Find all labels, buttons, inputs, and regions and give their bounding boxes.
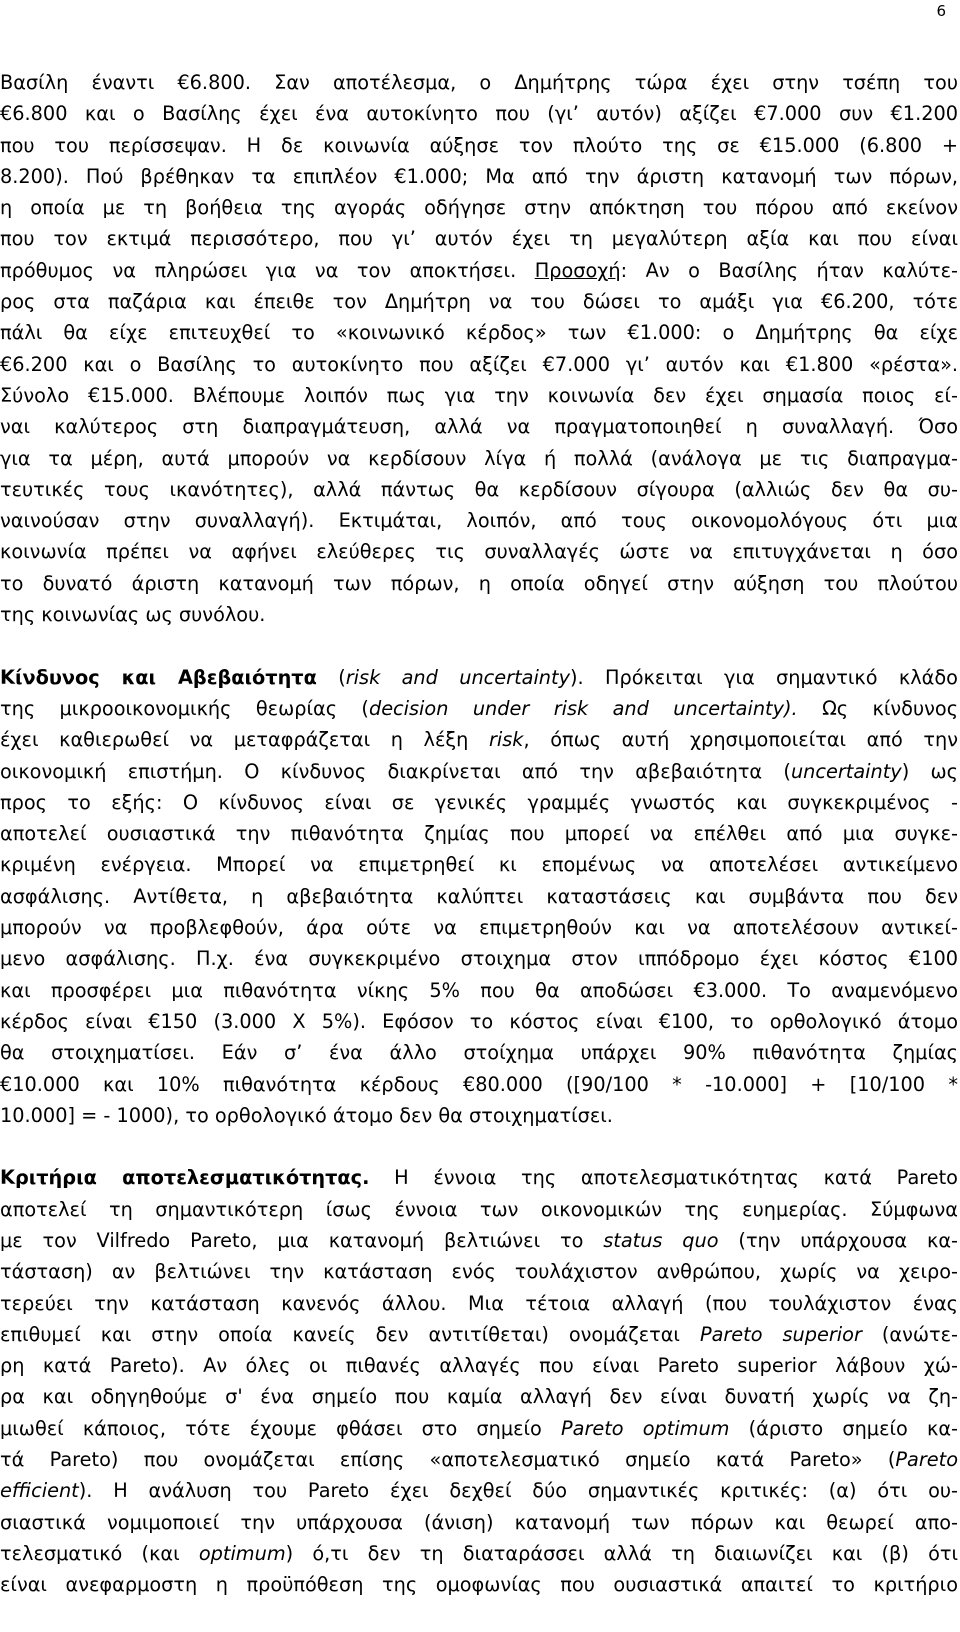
text-run: (ανώτε-	[861, 1322, 958, 1346]
text-line: που του περίσσεψαν. Η δε κοινωνία αύξησε τον πλούτο της σε €15.000 (6.800 +	[0, 133, 958, 157]
text-run: risk and uncertainty	[345, 665, 570, 689]
text-line: και προσφέρει μια πιθανότητα νίκης 5% που θα αποδώσει €3.000. Το αναμενόμενο	[0, 978, 958, 1002]
page-number: 6	[936, 2, 946, 20]
paragraph-gap	[0, 1131, 958, 1162]
text-run: Η έννοια της αποτελεσματικότητας κατά Pareto	[369, 1166, 958, 1190]
section-heading: Κίνδυνος και Αβεβαιότητα	[0, 665, 317, 689]
text-run: ). Η ανάλυση του Pareto έχει δεχθεί δύο σημαντικές κριτικές: (α) ότι ου-	[78, 1479, 958, 1503]
paragraph-pareto-example	[0, 67, 958, 630]
text-run: ) ως	[901, 759, 958, 783]
text-run: optimum	[198, 1541, 286, 1565]
note-label: Προσοχή	[534, 258, 621, 282]
text-run: efficient	[0, 1479, 79, 1503]
text-line: ρα και οδηγηθούμε σ' ένα σημείο που καμία αλλαγή δεν είναι δυνατή χωρίς να ζη-	[0, 1385, 958, 1409]
text-run: uncertainty	[790, 759, 902, 783]
text-run: , όπως αυτή χρησιμοποιείται από την	[523, 728, 958, 752]
text-line: 10.000] = - 1000), το ορθολογικό άτομο δεν θα στοιχηματίσει.	[0, 1103, 613, 1127]
text-line: Σύνολο €15.000. Βλέπουμε λοιπόν πως για την κοινωνία δεν έχει σημασία ποιος εί-	[0, 383, 958, 407]
paragraph-efficiency-criteria	[0, 1162, 958, 1631]
text-line: 8.200). Πού βρέθηκαν τα επιπλέον €1.000; Μα από την άριστη κατανομή των πόρων,	[0, 164, 958, 188]
text-line: προς το εξής: Ο κίνδυνος είναι σε γενικές γραμμές γνωστός και συγκεκριμένος -	[0, 790, 958, 814]
text-run: risk	[488, 728, 524, 752]
text-line: τευτικές τους ικανότητες), αλλά πάντως θα κερδίσουν σίγουρα (αλλιώς δεν θα συ-	[0, 477, 958, 501]
text-run: status quo	[603, 1228, 719, 1252]
text-line	[0, 1538, 958, 1569]
text-run: τά Pareto) που ονομάζεται επίσης «αποτελεσματικό σημείο κατά Pareto» (	[0, 1448, 896, 1472]
text-line	[0, 1162, 958, 1193]
text-line: είναι ανεφαρμοστη η προϋπόθεση της ομοφωνίας που ουσιαστικά απαιτεί το κριτήριο	[0, 1573, 958, 1597]
text-run: τελεσματικό (και	[0, 1541, 199, 1565]
text-line	[0, 255, 958, 286]
text-line: πάλι θα είχε επιτευχθεί το «κοινωνικό κέρδος» των €1.000: ο Δημήτρης θα είχε	[0, 321, 958, 345]
text-line: σιαστικά νομιμοποιεί την υπάρχουσα (άνιση) κατανομή των πόρων και θεωρεί απο-	[0, 1510, 958, 1534]
text-run: ). Πρόκειται για σημαντικό κλάδο	[570, 665, 958, 689]
paragraph-risk-uncertainty	[0, 662, 958, 1131]
text-line	[0, 724, 958, 755]
text-run: (την υπάρχουσα κα-	[718, 1228, 958, 1252]
text-line: τερεύει την κατάσταση κανενός άλλου. Μια τέτοια αλλαγή (που τουλάχιστον ένας	[0, 1291, 958, 1315]
text-run: της μικροοικονομικής θεωρίας (	[0, 696, 369, 720]
text-run: (άριστο σημείο κα-	[729, 1416, 958, 1440]
text-line: ναινούσαν στην συναλλαγή). Εκτιμάται, λοιπόν, από τους οικονομολόγους ότι μια	[0, 509, 958, 533]
text-run: decision under risk and uncertainty).	[368, 696, 798, 720]
text-line: θα στοιχηματίσει. Εάν σ’ ένα άλλο στοίχημα υπάρχει 90% πιθανότητα ζημίας	[0, 1041, 958, 1065]
text-run: με τον Vilfredo Pareto, μια κατανομή βελτιώνει το	[0, 1228, 604, 1252]
text-line: για τα μέρη, αυτά μπορούν να κερδίσουν λίγα ή πολλά (ανάλογα με τις διαπραγμα-	[0, 446, 958, 470]
text-line: €6.800 και ο Βασίλης έχει ένα αυτοκίνητο που (γι’ αυτόν) αξίζει €7.000 συν €1.200	[0, 102, 958, 126]
text-run: οικονομική επιστήμη. Ο κίνδυνος διακρίνεται από την αβεβαιότητα (	[0, 759, 791, 783]
text-line: αποτελεί τη σημαντικότερη ίσως έννοια των οικονομικών της ευημερίας. Σύμφωνα	[0, 1197, 958, 1221]
text-line: €6.200 και ο Βασίλης το αυτοκίνητο που αξίζει €7.000 γι’ αυτόν και €1.800 «ρέστα».	[0, 352, 958, 376]
text-run: Ως κίνδυνος	[797, 696, 958, 720]
text-run: Pareto optimum	[561, 1416, 730, 1440]
text-line: της κοινωνίας ως συνόλου.	[0, 603, 266, 627]
text-line	[0, 1601, 958, 1632]
text-line	[0, 1475, 958, 1506]
text-line: κέρδος είναι €150 (3.000 Χ 5%). Εφόσον το κόστος είναι €100, το ορθολογικό άτομο	[0, 1009, 958, 1033]
text-line	[0, 756, 958, 787]
text-run: Pareto	[895, 1448, 958, 1472]
paragraph-gap	[0, 630, 958, 661]
text-run: πρόθυμος να πληρώσει για να τον αποκτήσει.	[0, 258, 535, 282]
text-run: ) ό,τι δεν τη διαταράσσει αλλά τη διαιωνίζει και (β) ότι	[285, 1541, 958, 1565]
text-line: €10.000 και 10% πιθανότητα κέρδους €80.000 ([90/100 * -10.000] + [10/100 *	[0, 1072, 958, 1096]
text-line	[0, 1413, 958, 1444]
text-run: έχει καθιερωθεί να μεταφράζεται η λέξη	[0, 728, 489, 752]
text-line: τάσταση) αν βελτιώνει την κατάσταση ενός τουλάχιστον ανθρώπου, χωρίς να χειρο-	[0, 1260, 958, 1284]
text-line	[0, 662, 958, 693]
text-line: κριμένη ενέργεια. Μπορεί να επιμετρηθεί κι επομένως να αποτελέσει αντικείμενο	[0, 853, 958, 877]
text-line: που τον εκτιμά περισσότερο, που γι’ αυτόν έχει τη μεγαλύτερη αξία και που είναι	[0, 227, 958, 251]
text-line: μπορούν να προβλεφθούν, άρα ούτε να επιμετρηθούν και να αποτελέσουν αντικεί-	[0, 916, 958, 940]
section-heading: Κριτήρια αποτελεσματικότητας.	[0, 1166, 370, 1190]
text-run: Pareto superior	[699, 1322, 862, 1346]
text-line	[0, 1225, 958, 1256]
text-line	[0, 693, 958, 724]
text-line: αποτελεί ουσιαστικά την πιθανότητα ζημίας που μπορεί να επέλθει από μια συγκε-	[0, 822, 958, 846]
document-body	[0, 67, 958, 1632]
text-line: ρος στα παζάρια και έπειθε τον Δημήτρη να του δώσει το αμάξι για €6.200, τότε	[0, 290, 958, 314]
text-line: ναι καλύτερος στη διαπραγμάτευση, αλλά να πραγματοποιηθεί η συναλλαγή. Όσο	[0, 415, 958, 439]
text-run: (	[316, 665, 346, 689]
text-line	[0, 1444, 958, 1475]
text-line: κοινωνία πρέπει να αφήνει ελεύθερες τις συναλλαγές ώστε να επιτυγχάνεται η όσο	[0, 540, 958, 564]
text-line: Βασίλη έναντι €6.800. Σαν αποτέλεσμα, ο Δημήτρης τώρα έχει στην τσέπη του	[0, 71, 958, 94]
text-line: μενο ασφάλισης. Π.χ. ένα συγκεκριμένο στοιχημα στον ιππόδρομο έχει κόστος €100	[0, 947, 958, 971]
text-run: επιθυμεί και στην οποία κανείς δεν αντιτίθεται) ονομάζεται	[0, 1322, 700, 1346]
text-line	[0, 1319, 958, 1350]
text-line: ασφάλισης. Αντίθετα, η αβεβαιότητα καλύπτει καταστάσεις και συμβάντα που δεν	[0, 884, 958, 908]
text-line: η οποία με τη βοήθεια της αγοράς οδήγησε στην απόκτηση του πόρου από εκείνον	[0, 196, 958, 220]
text-line: ρη κατά Pareto). Αν όλες οι πιθανές αλλαγές που είναι Pareto superior λάβουν χώ-	[0, 1354, 958, 1378]
text-line: το δυνατό άριστη κατανομή των πόρων, η οποία οδηγεί στην αύξηση του πλούτου	[0, 571, 958, 595]
text-run: : Αν ο Βασίλης ήταν καλύτε-	[620, 258, 958, 282]
text-run: μιωθεί κάποιος, τότε έχουμε φθάσει στο σημείο	[0, 1416, 561, 1440]
